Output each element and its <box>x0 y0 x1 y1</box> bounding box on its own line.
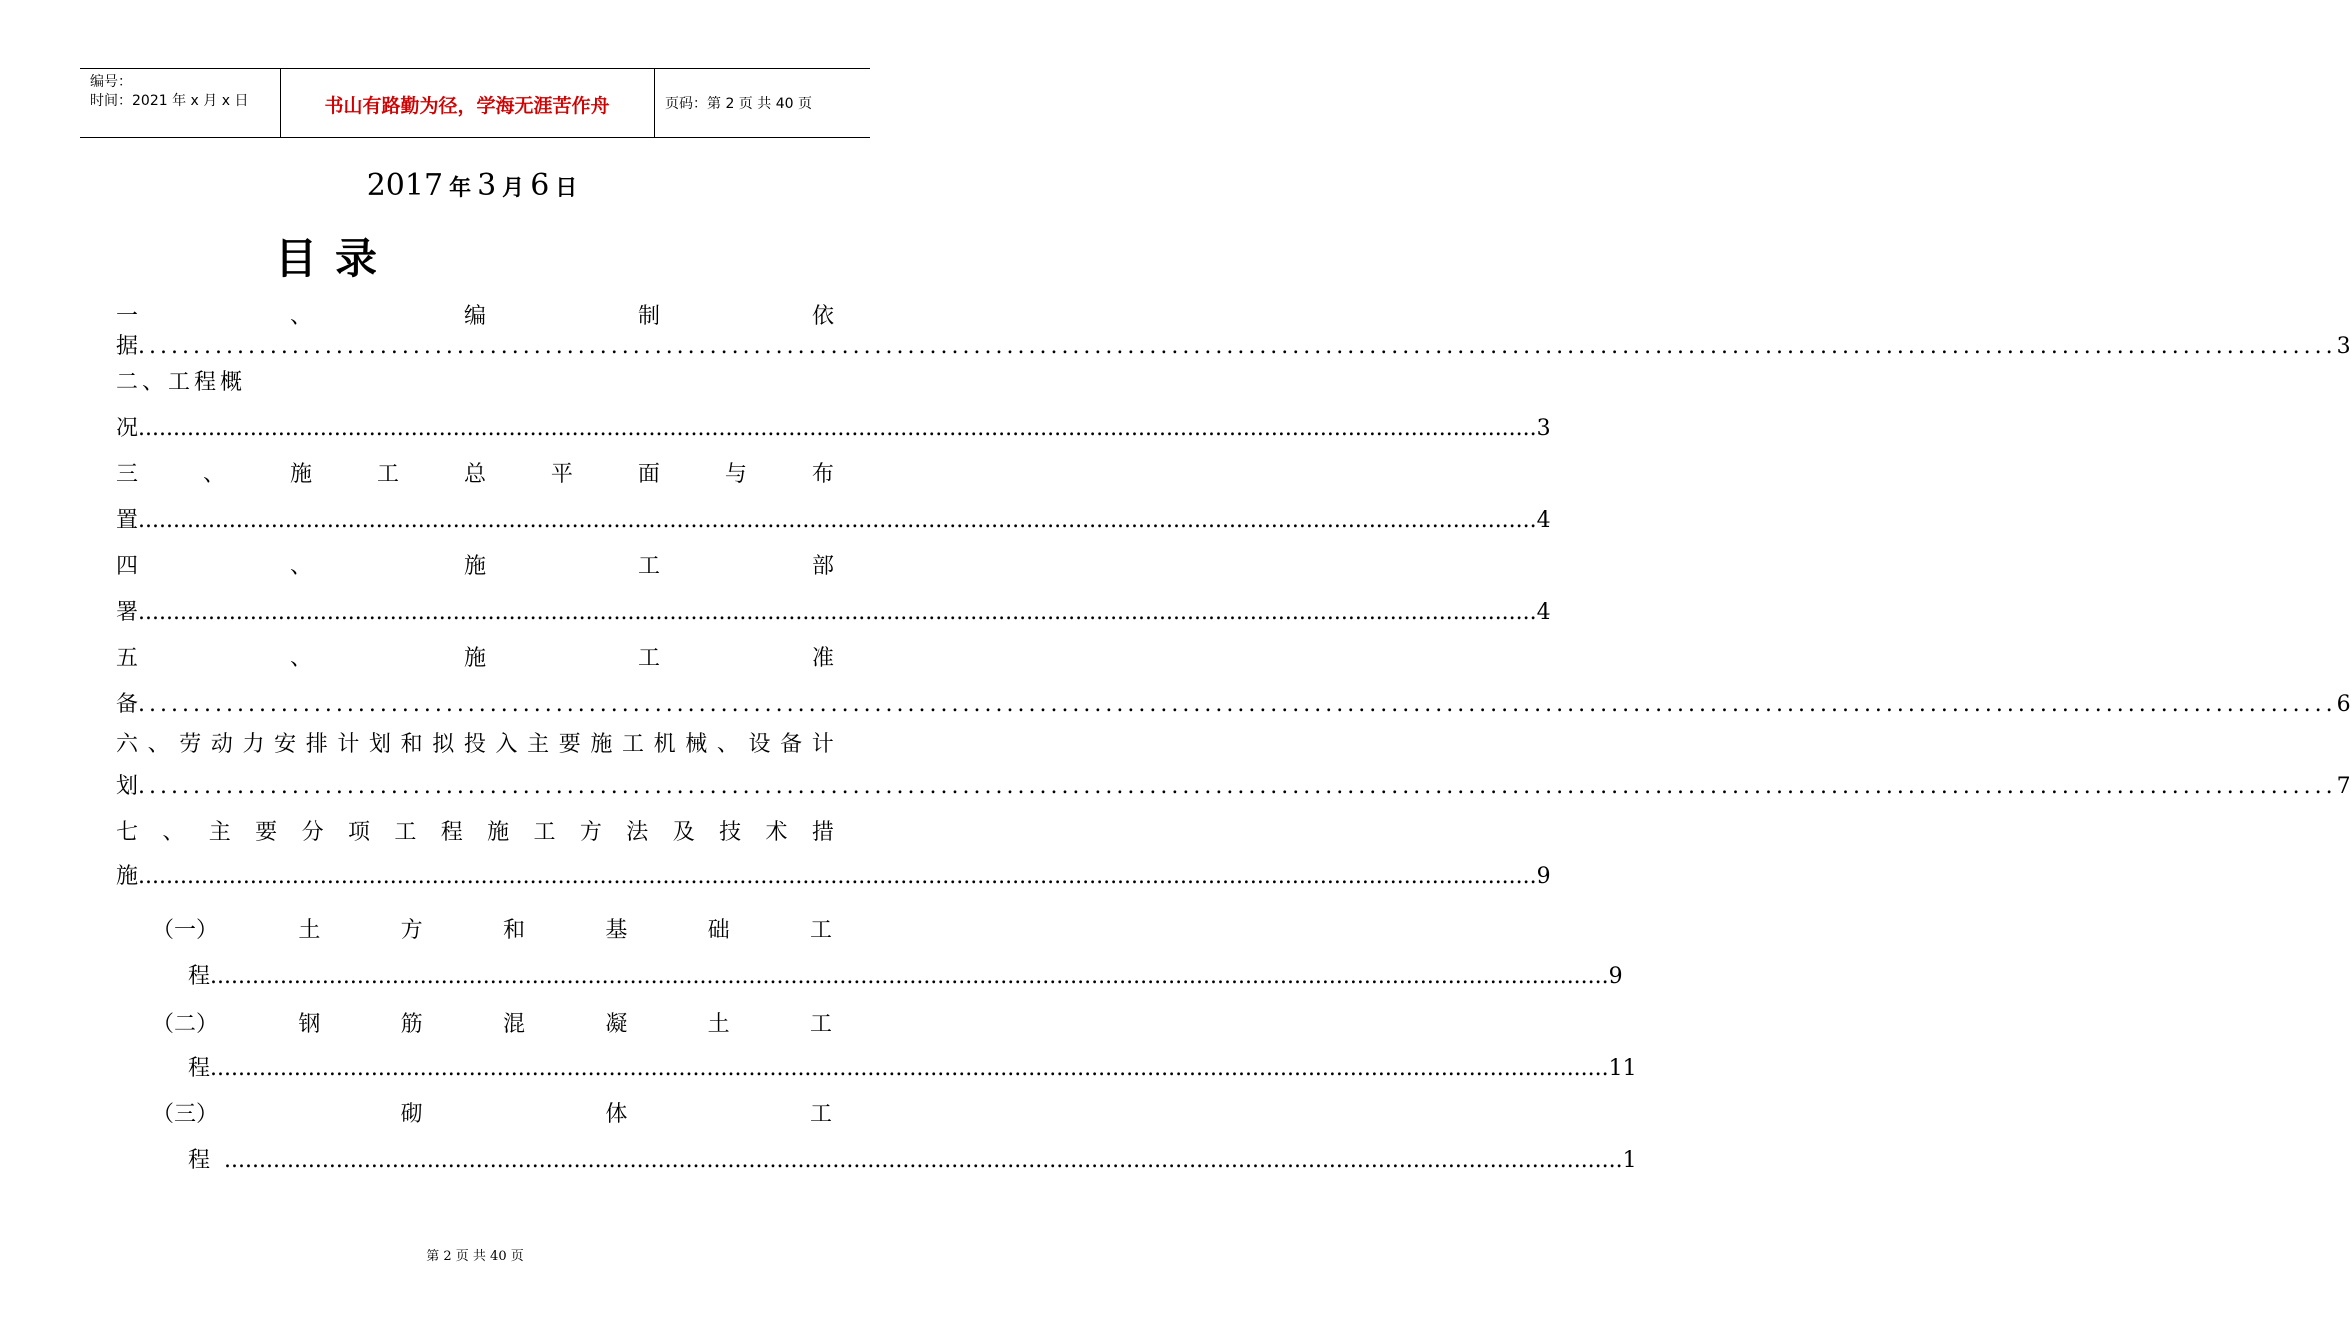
toc-char: 工 <box>809 918 832 943</box>
toc-tail: 程 <box>188 1148 211 1173</box>
toc-char: 方 <box>400 918 423 943</box>
toc-char: 一 <box>116 304 139 329</box>
toc-char: 六 <box>116 732 139 757</box>
toc-char: （三） <box>152 1102 219 1127</box>
toc-page-number: 4 <box>1536 600 1551 625</box>
toc-char: 施 <box>487 820 510 845</box>
toc-char: 程 <box>440 820 463 845</box>
toc-page-number: 6 <box>2336 692 2351 717</box>
toc-char: 布 <box>811 462 834 487</box>
toc-char: 体 <box>605 1102 628 1127</box>
toc-char: 依 <box>811 304 834 329</box>
toc-char: 、 <box>147 732 170 757</box>
toc-char: 工 <box>376 462 399 487</box>
toc-page-number: 9 <box>1608 964 1623 989</box>
toc-char: 凝 <box>605 1012 628 1037</box>
toc-dots: ........................................................................................................................................................................................................ <box>138 774 2337 799</box>
toc-line <box>116 460 834 490</box>
toc-tail: 况 <box>116 416 139 441</box>
toc-char: 砌 <box>400 1102 423 1127</box>
toc-char: 项 <box>347 820 370 845</box>
toc-char: 土 <box>707 1012 730 1037</box>
toc-char: 工 <box>622 732 645 757</box>
toc-char: 入 <box>495 732 518 757</box>
toc-page-number: 4 <box>1536 508 1551 533</box>
toc-char: 总 <box>463 462 486 487</box>
toc-line <box>116 552 834 582</box>
toc-char: 方 <box>579 820 602 845</box>
toc-char: 四 <box>116 554 139 579</box>
toc-subline <box>152 1010 832 1040</box>
toc-page-number: 3 <box>1536 416 1551 441</box>
toc-char: 排 <box>305 732 328 757</box>
date-day-char: 日 <box>555 176 578 201</box>
toc-dots: ........................................................................................................................................................................................................ <box>210 1056 1609 1081</box>
toc-char: 划 <box>369 732 392 757</box>
toc-char: 工 <box>809 1012 832 1037</box>
toc-char: 主 <box>527 732 550 757</box>
toc-char: 施 <box>463 646 486 671</box>
toc-title: 目录 <box>275 234 396 283</box>
toc-char: 施 <box>289 462 312 487</box>
toc-dots: ........................................................................................................................................................................................................ <box>138 600 1537 625</box>
toc-char: 土 <box>298 918 321 943</box>
toc-dots: ........................................................................................................................................................................................................ <box>138 334 2337 359</box>
toc-leader-line <box>116 598 1551 628</box>
toc-leader-line <box>116 506 1551 536</box>
toc-char: 面 <box>637 462 660 487</box>
toc-char: 和 <box>400 732 423 757</box>
toc-char: 法 <box>626 820 649 845</box>
toc-tail: 施 <box>116 864 139 889</box>
header-motto: 书山有路勤为径，学海无涯苦作舟 <box>324 95 610 117</box>
toc-char: 施 <box>463 554 486 579</box>
toc-char: 编 <box>463 304 486 329</box>
toc-char: 混 <box>502 1012 525 1037</box>
toc-leader-line <box>116 862 1551 892</box>
toc-line <box>116 730 834 760</box>
toc-tail: 程 <box>188 1056 211 1081</box>
toc-char: 术 <box>765 820 788 845</box>
toc-tail: 备 <box>116 692 139 717</box>
toc-page-number: 9 <box>1536 864 1551 889</box>
toc-page-number: 7 <box>2336 774 2351 799</box>
toc-char: 拟 <box>432 732 455 757</box>
toc-dots: ........................................................................................................................................................................................................ <box>210 964 1609 989</box>
toc-char: 计 <box>337 732 360 757</box>
toc-char: 、 <box>202 462 225 487</box>
toc-char: 、 <box>716 732 739 757</box>
toc-char: 计 <box>811 732 834 757</box>
toc-char: 分 <box>301 820 324 845</box>
toc-leader-line <box>116 414 1551 444</box>
toc-char: 备 <box>780 732 803 757</box>
page-footer: 第 2 页 共 40 页 <box>426 1249 524 1264</box>
header-divider <box>654 69 655 137</box>
toc-tail: 程 <box>188 964 211 989</box>
toc-tail: 据 <box>116 334 139 359</box>
toc-line <box>116 644 834 674</box>
toc-tail: 划 <box>116 774 139 799</box>
toc-page-number: 3 <box>2336 334 2351 359</box>
toc-char: 钢 <box>298 1012 321 1037</box>
toc-line: 二、工程概 <box>116 370 247 395</box>
toc-char: 要 <box>558 732 581 757</box>
toc-line <box>116 302 834 332</box>
toc-char: 制 <box>637 304 660 329</box>
date-month-char: 月 <box>502 176 525 201</box>
toc-char: 主 <box>208 820 231 845</box>
time-label: 时间：2021 年 x 月 x 日 <box>90 93 249 109</box>
toc-char: 、 <box>289 304 312 329</box>
toc-char: 平 <box>550 462 573 487</box>
toc-line <box>116 818 834 848</box>
toc-dots: ........................................................................................................................................................................................................ <box>138 416 1537 441</box>
toc-leader-line <box>188 1054 1637 1084</box>
toc-char: 工 <box>533 820 556 845</box>
date-year: 2017 <box>366 168 444 203</box>
toc-leader-line <box>116 332 2351 362</box>
toc-char: 部 <box>811 554 834 579</box>
header-meta <box>90 73 248 111</box>
date-day: 6 <box>530 168 550 203</box>
toc-dots: ........................................................................................................................................................................................................ <box>138 692 2337 717</box>
toc-leader-line <box>116 690 2351 720</box>
toc-leader-line <box>188 962 1623 992</box>
toc-char: 与 <box>724 462 747 487</box>
toc-subline <box>152 1100 832 1130</box>
toc-dots: ........................................................................................................................................................................................................ <box>138 508 1537 533</box>
toc-char: 力 <box>242 732 265 757</box>
document-date <box>0 168 950 203</box>
toc-char: 工 <box>637 554 660 579</box>
toc-char: 基 <box>605 918 628 943</box>
toc-char: 措 <box>811 820 834 845</box>
toc-char: 工 <box>809 1102 832 1127</box>
toc-tail: 署 <box>116 600 139 625</box>
toc-char: 准 <box>811 646 834 671</box>
toc-page-number: 11 <box>1608 1056 1637 1081</box>
toc-page-number: 1 <box>1622 1148 1637 1173</box>
toc-char: 械 <box>685 732 708 757</box>
date-year-char: 年 <box>449 176 472 201</box>
date-month: 3 <box>477 168 497 203</box>
toc-char: 机 <box>653 732 676 757</box>
page-header <box>80 68 870 138</box>
toc-char: 、 <box>289 554 312 579</box>
header-page-info: 页码：第 2 页 共 40 页 <box>665 96 812 112</box>
toc-char: 和 <box>502 918 525 943</box>
toc-char: 动 <box>210 732 233 757</box>
toc-char: 技 <box>719 820 742 845</box>
toc-dots: ........................................................................................................................................................................................................ <box>138 864 1537 889</box>
number-label: 编号： <box>90 74 132 90</box>
toc-subline <box>152 916 832 946</box>
toc-char: 筋 <box>400 1012 423 1037</box>
toc-char: 设 <box>748 732 771 757</box>
toc-char: 工 <box>394 820 417 845</box>
toc-tail: 置 <box>116 508 139 533</box>
toc-char: 工 <box>637 646 660 671</box>
toc-char: 五 <box>116 646 139 671</box>
toc-dots: ........................................................................................................................................................................................................ <box>224 1148 1623 1173</box>
toc-char: 七 <box>116 820 139 845</box>
toc-leader-line <box>116 772 2351 802</box>
toc-char: （二） <box>152 1012 219 1037</box>
toc-leader-line <box>188 1146 1637 1176</box>
toc-char: （一） <box>152 918 219 943</box>
toc-char: 、 <box>289 646 312 671</box>
toc-char: 投 <box>463 732 486 757</box>
toc-char: 础 <box>707 918 730 943</box>
toc-char: 安 <box>274 732 297 757</box>
toc-char: 施 <box>590 732 613 757</box>
toc-char: 及 <box>672 820 695 845</box>
toc-char: 要 <box>255 820 278 845</box>
toc-char: 三 <box>116 462 139 487</box>
toc-char: 劳 <box>179 732 202 757</box>
toc-char: 、 <box>162 820 185 845</box>
